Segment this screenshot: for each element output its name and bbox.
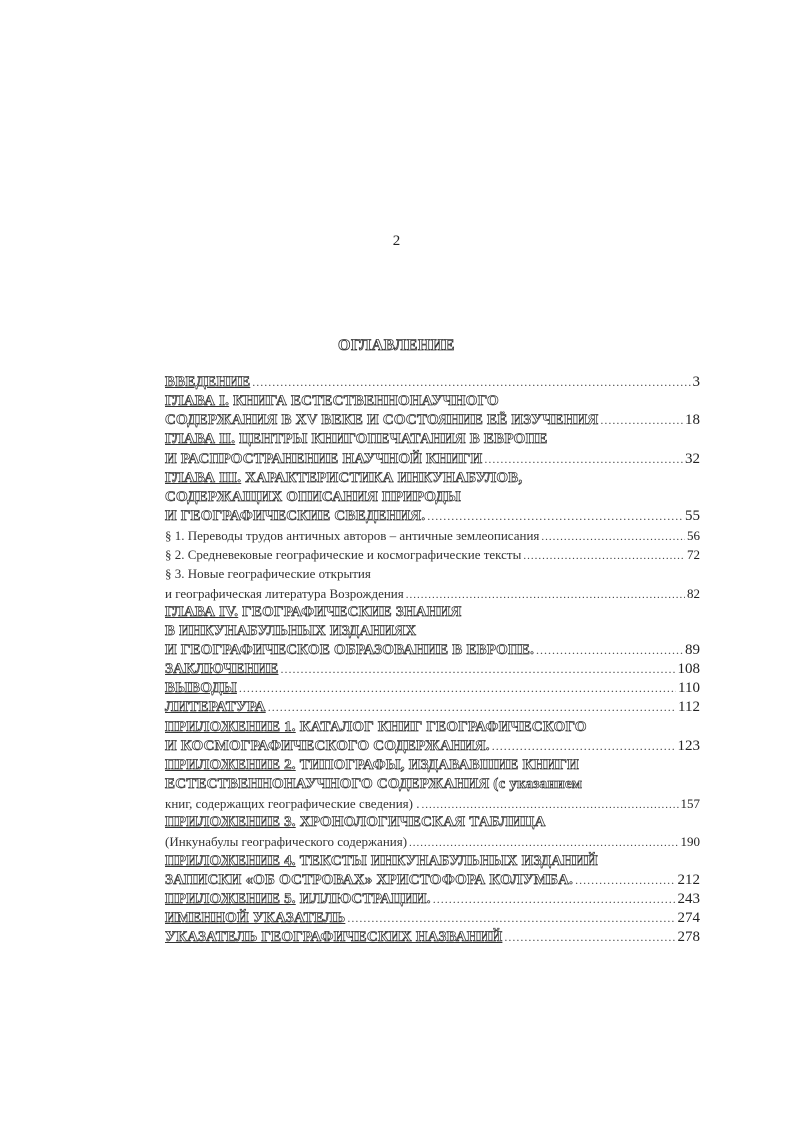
toc-entry-text [165, 450, 482, 469]
toc-entry-title: В ИНКУНАБУЛЬНЫХ ИЗДАНИЯХ [165, 622, 417, 639]
toc-page-number: 72 [687, 547, 700, 563]
toc-entry-text [165, 430, 548, 449]
toc-entry[interactable] [165, 794, 700, 813]
toc-entry-text [165, 584, 404, 603]
toc-entry-title: ТИПОГРАФЫ, ИЗДАВАВШИЕ КНИГИ [295, 756, 579, 773]
toc-entry[interactable] [165, 718, 700, 737]
toc-entry[interactable] [165, 813, 700, 832]
dot-leader [600, 411, 683, 430]
toc-entry[interactable] [165, 641, 700, 660]
toc-entry-text [165, 928, 502, 947]
toc-entry-heading[interactable]: ГЛАВА IV. [165, 603, 239, 620]
toc-entry[interactable] [165, 928, 700, 947]
toc-entry[interactable] [165, 430, 700, 449]
toc-page-number: 18 [685, 412, 700, 429]
toc-entry-heading[interactable]: ВЫВОДЫ [165, 680, 237, 697]
toc-entry-text [165, 411, 598, 430]
toc-entry-heading[interactable]: ГЛАВА III. [165, 469, 242, 486]
toc-entry-text [165, 564, 371, 583]
toc-page-number: 278 [677, 929, 700, 946]
toc-entry-text [165, 469, 522, 488]
toc-entry[interactable] [165, 737, 700, 756]
toc-page-number: 3 [692, 374, 700, 390]
toc-entry-title: СОДЕРЖАЩИХ ОПИСАНИЯ ПРИРОДЫ [165, 488, 461, 505]
toc-page-number: 82 [687, 585, 700, 601]
toc-entry-title: § 2. Средневековые географические и космографические тексты [165, 547, 522, 563]
toc-entry-title: и географическая литература Возрождения [165, 585, 404, 601]
toc-page-number: 112 [678, 699, 700, 716]
toc-entry-heading[interactable]: ПРИЛОЖЕНИЕ 1. [165, 718, 296, 735]
dot-leader [347, 909, 675, 928]
toc-entry-title: ТЕКСТЫ ИНКУНАБУЛЬНЫХ ИЗДАНИЙ [295, 852, 598, 869]
toc-entry[interactable] [165, 698, 700, 717]
toc-page-number: 55 [685, 507, 700, 524]
dot-leader [541, 528, 685, 547]
toc-entry[interactable] [165, 852, 700, 871]
toc-entry[interactable] [165, 373, 700, 392]
toc-entry[interactable] [165, 507, 700, 526]
toc-entry-title: И РАСПРОСТРАНЕНИЕ НАУЧНОЙ КНИГИ [165, 450, 483, 467]
dot-leader [536, 641, 683, 660]
toc-entry-title: ЕСТЕСТВЕННОНАУЧНОГО СОДЕРЖАНИЯ (с указанием [165, 775, 583, 792]
dot-leader [504, 928, 675, 947]
toc-entry-text [165, 392, 499, 411]
toc-entry-text [165, 909, 345, 928]
toc-page-number: 190 [680, 834, 700, 850]
toc-entry-text [165, 545, 521, 564]
toc-entry[interactable] [165, 909, 700, 928]
toc-entry-text [165, 526, 539, 545]
dot-leader [239, 679, 676, 698]
toc-entry-title: СОДЕРЖАНИЯ В XV ВЕКЕ И СОСТОЯНИЕ ЕЁ ИЗУЧЕНИЯ [165, 412, 599, 429]
toc-entry[interactable] [165, 622, 700, 641]
toc-entry-text [165, 507, 425, 526]
toc-page-number: 108 [677, 661, 700, 678]
dot-leader [433, 890, 676, 909]
toc-entry-title: ХРОНОЛОГИЧЕСКАЯ ТАБЛИЦА [295, 814, 546, 831]
toc-entry[interactable] [165, 603, 700, 622]
toc-page-number: 157 [680, 796, 700, 812]
toc-entry[interactable] [165, 564, 700, 583]
table-of-contents [165, 373, 700, 947]
toc-entry[interactable] [165, 488, 700, 507]
toc-page-number: 274 [677, 909, 700, 926]
toc-entry[interactable] [165, 526, 700, 545]
toc-entry-text [165, 679, 237, 698]
toc-entry-text [165, 660, 278, 679]
toc-entry-heading[interactable]: ЛИТЕРАТУРА [165, 699, 266, 716]
toc-entry-text [165, 775, 582, 794]
toc-page-number: 243 [677, 890, 700, 907]
toc-entry-title: книг, содержащих географические сведения) . [165, 796, 420, 812]
toc-entry-text [165, 373, 250, 392]
toc-entry-text [165, 852, 598, 871]
dot-leader [575, 871, 675, 890]
toc-entry-title: И КОСМОГРАФИЧЕСКОГО СОДЕРЖАНИЯ. [165, 737, 490, 754]
toc-entry-text [165, 813, 546, 832]
toc-title: ОГЛАВЛЕНИЕ [338, 337, 455, 354]
toc-entry-title: ИЛЛЮСТРАЦИИ. [295, 890, 431, 907]
dot-leader [484, 450, 683, 469]
dot-leader [523, 547, 685, 566]
toc-entry-heading[interactable]: ИМЕННОЙ УКАЗАТЕЛЬ [165, 909, 346, 926]
toc-entry-title: И ГЕОГРАФИЧЕСКИЕ СВЕДЕНИЯ. [165, 507, 426, 524]
toc-entry[interactable] [165, 450, 700, 469]
toc-page-number: 56 [687, 528, 700, 544]
toc-entry-text [165, 756, 579, 775]
toc-page-number: 110 [678, 680, 700, 697]
toc-entry-title: § 3. Новые географические открытия [165, 566, 371, 582]
toc-entry-text [165, 641, 534, 660]
toc-entry-text [165, 488, 461, 507]
toc-page-number: 212 [677, 871, 700, 888]
toc-page-number: 123 [677, 737, 700, 754]
toc-entry-title: КАТАЛОГ КНИГ ГЕОГРАФИЧЕСКОГО [295, 718, 587, 735]
toc-entry-heading[interactable]: ВВЕДЕНИЕ [165, 374, 251, 390]
toc-entry[interactable] [165, 832, 700, 851]
toc-entry-heading[interactable]: ПРИЛОЖЕНИЕ 2. [165, 756, 296, 773]
toc-entry[interactable] [165, 584, 700, 603]
toc-entry-title: ЦЕНТРЫ КНИГОПЕЧАТАНИЯ В ЕВРОПЕ [235, 431, 548, 448]
toc-entry-text [165, 622, 416, 641]
toc-entry-text [165, 737, 490, 756]
toc-entry[interactable] [165, 756, 700, 775]
toc-entry[interactable] [165, 411, 700, 430]
toc-entry-heading[interactable]: ЗАКЛЮЧЕНИЕ [165, 661, 279, 678]
toc-entry-title: ЗАПИСКИ «ОБ ОСТРОВАХ» ХРИСТОФОРА КОЛУМБА. [165, 871, 574, 888]
toc-entry-heading[interactable]: УКАЗАТЕЛЬ ГЕОГРАФИЧЕСКИХ НАЗВАНИЙ [165, 929, 503, 946]
toc-entry[interactable] [165, 871, 700, 890]
dot-leader [427, 507, 683, 526]
toc-entry-heading[interactable]: ПРИЛОЖЕНИЕ 5. [165, 890, 296, 907]
toc-entry-title: § 1. Переводы трудов античных авторов – античные землеописания [165, 528, 540, 544]
dot-leader [268, 698, 676, 717]
toc-entry-text [165, 832, 407, 851]
dot-leader [492, 737, 676, 756]
toc-entry-text [165, 871, 573, 890]
page-number: 2 [392, 233, 401, 249]
toc-entry-text [165, 890, 431, 909]
toc-entry-heading[interactable]: ГЛАВА II. [165, 431, 236, 448]
toc-entry-heading[interactable]: ГЛАВА I. [165, 393, 230, 410]
toc-entry[interactable] [165, 545, 700, 564]
toc-entry-text [165, 794, 420, 813]
toc-entry-text [165, 718, 587, 737]
dot-leader [280, 660, 675, 679]
toc-page-number: 32 [685, 450, 700, 467]
toc-entry[interactable] [165, 775, 700, 794]
toc-entry[interactable] [165, 679, 700, 698]
toc-entry[interactable] [165, 660, 700, 679]
toc-entry-heading[interactable]: ПРИЛОЖЕНИЕ 4. [165, 852, 296, 869]
toc-entry-title: ГЕОГРАФИЧЕСКИЕ ЗНАНИЯ [238, 603, 462, 620]
toc-entry-text [165, 698, 266, 717]
dot-leader [252, 373, 690, 392]
toc-entry-title: (Инкунабулы географического содержания) [165, 834, 408, 850]
toc-entry[interactable] [165, 392, 700, 411]
toc-entry-text [165, 603, 462, 622]
toc-entry-title: КНИГА ЕСТЕСТВЕННОНАУЧНОГО [229, 393, 499, 410]
toc-entry-heading[interactable]: ПРИЛОЖЕНИЕ 3. [165, 814, 296, 831]
toc-entry[interactable] [165, 890, 700, 909]
toc-entry-title: ХАРАКТЕРИСТИКА ИНКУНАБУЛОВ, [241, 469, 523, 486]
toc-entry[interactable] [165, 469, 700, 488]
toc-entry-title: И ГЕОГРАФИЧЕСКОЕ ОБРАЗОВАНИЕ В ЕВРОПЕ. [165, 641, 535, 658]
toc-page-number: 89 [685, 641, 700, 658]
